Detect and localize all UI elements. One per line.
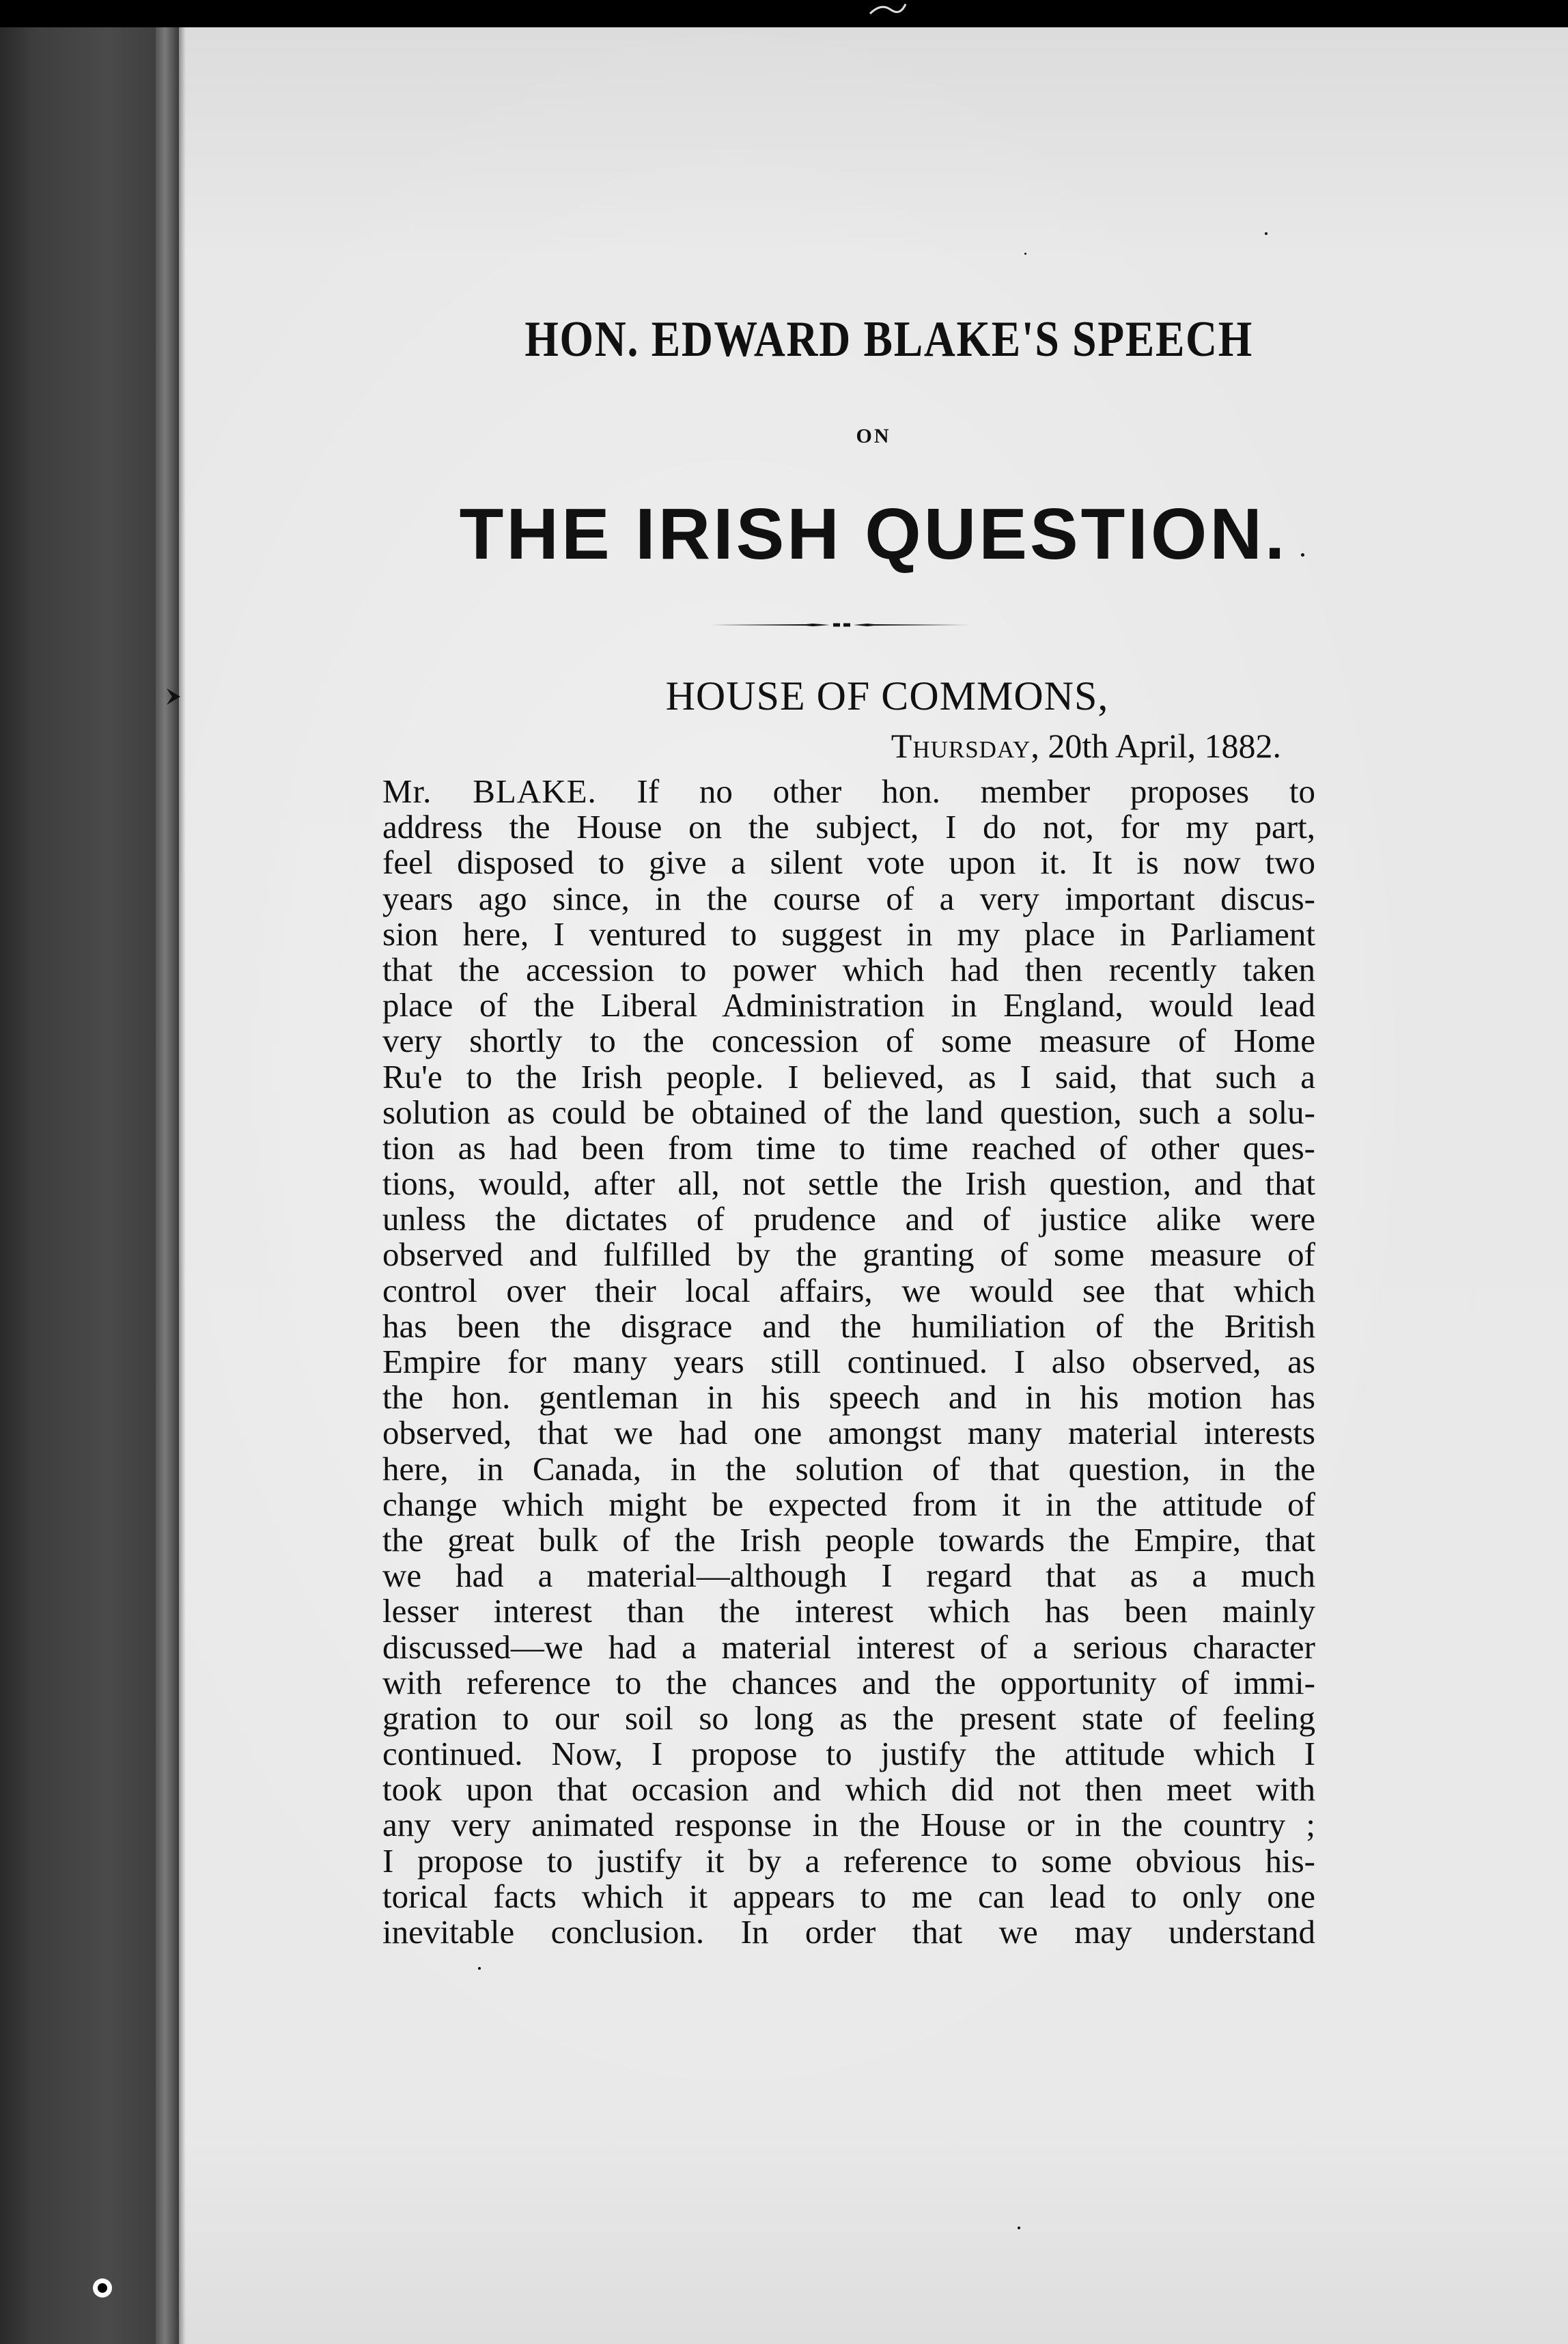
speech-line: change which might be expected from it in the attitude of <box>382 1485 1315 1523</box>
speck <box>1018 2227 1020 2229</box>
margin-mark <box>164 683 183 710</box>
cover-binding-strip <box>0 27 179 2344</box>
speaker-name: Mr. BLAKE. <box>382 772 597 810</box>
document-title: HON. EDWARD BLAKE'S SPEECH <box>524 311 1254 367</box>
speech-line: very shortly to the concession of some measure of Home <box>382 1022 1315 1060</box>
speech-line: feel disposed to give a silent vote upon it. It is now two <box>382 843 1315 882</box>
speech-line: we had a material—although I regard that as a much <box>382 1557 1315 1595</box>
speech-line: that the accession to power which had then recently taken <box>382 950 1315 988</box>
speech-line: unless the dictates of prudence and of justice alike were <box>382 1200 1315 1238</box>
speck <box>1024 253 1026 255</box>
speech-line: Ru'e to the Irish people. I believed, as I said, that such a <box>382 1057 1315 1096</box>
speech-body <box>382 774 1315 1950</box>
speech-line: address the House on the subject, I do not, for my part, <box>382 808 1315 846</box>
speech-line: here, in Canada, in the solution of that question, in the <box>382 1449 1315 1488</box>
speech-line: tion as had been from time to time reached of other ques- <box>382 1128 1315 1167</box>
speck <box>478 1967 481 1970</box>
speck <box>1265 232 1268 235</box>
scan-mark-top <box>867 0 908 18</box>
speech-line-text: If no other hon. member proposes to <box>596 772 1315 810</box>
speech-line: lesser interest than the interest which has been mainly <box>382 1592 1315 1630</box>
cover-edge <box>156 27 179 2344</box>
speech-line: Empire for many years still continued. I also observed, as <box>382 1343 1315 1380</box>
venue-heading: HOUSE OF COMMONS, <box>665 673 1109 718</box>
speech-line: any very animated response in the House or in the country ; <box>382 1806 1315 1844</box>
speech-line: sion here, I ventured to suggest in my place in Parliament <box>382 915 1315 953</box>
speech-line: tions, would, after all, not settle the Irish question, and that <box>382 1164 1315 1203</box>
speech-line: torical facts which it appears to me can lead to only one <box>382 1877 1315 1915</box>
speck <box>1301 553 1304 557</box>
speech-line: solution as could be obtained of the land question, such a solu- <box>382 1093 1315 1131</box>
speech-line: place of the Liberal Administration in England, would lead <box>382 986 1315 1024</box>
document-subject: THE IRISH QUESTION. <box>459 494 1288 574</box>
speech-line: the great bulk of the Irish people towards the Empire, that <box>382 1520 1315 1559</box>
speech-line: observed, that we had one amongst many material interests <box>382 1414 1315 1452</box>
speech-line: continued. Now, I propose to justify the attitude which I <box>382 1735 1315 1773</box>
sheet-shadow <box>179 27 186 2344</box>
speech-line: has been the disgrace and the humiliation of the British <box>382 1307 1315 1345</box>
date-rest: , 20th April, 1882. <box>1031 727 1281 765</box>
speech-line <box>382 774 1315 809</box>
speech-line: I propose to justify it by a reference to some obvious his- <box>382 1841 1315 1880</box>
dateline <box>891 726 1281 766</box>
title-connector: ON <box>856 425 891 447</box>
ornamental-rule <box>710 622 970 628</box>
scan-artefact <box>82 2268 123 2308</box>
speech-line: took upon that occasion and which did not then meet with <box>382 1770 1315 1809</box>
speech-line: inevitable conclusion. In order that we may understand <box>382 1913 1315 1951</box>
date-day: Thursday <box>891 727 1031 765</box>
speech-line: observed and fulfilled by the granting of some measure of <box>382 1236 1315 1274</box>
speech-line: the hon. gentleman in his speech and in his motion has <box>382 1378 1315 1417</box>
speech-line: years ago since, in the course of a very important discus- <box>382 879 1315 917</box>
speech-line: control over their local affairs, we would see that which <box>382 1271 1315 1309</box>
speech-line: gration to our soil so long as the present state of feeling <box>382 1699 1315 1737</box>
speech-line: discussed—we had a material interest of a serious character <box>382 1628 1315 1666</box>
speech-line: with reference to the chances and the opportunity of immi- <box>382 1663 1315 1701</box>
